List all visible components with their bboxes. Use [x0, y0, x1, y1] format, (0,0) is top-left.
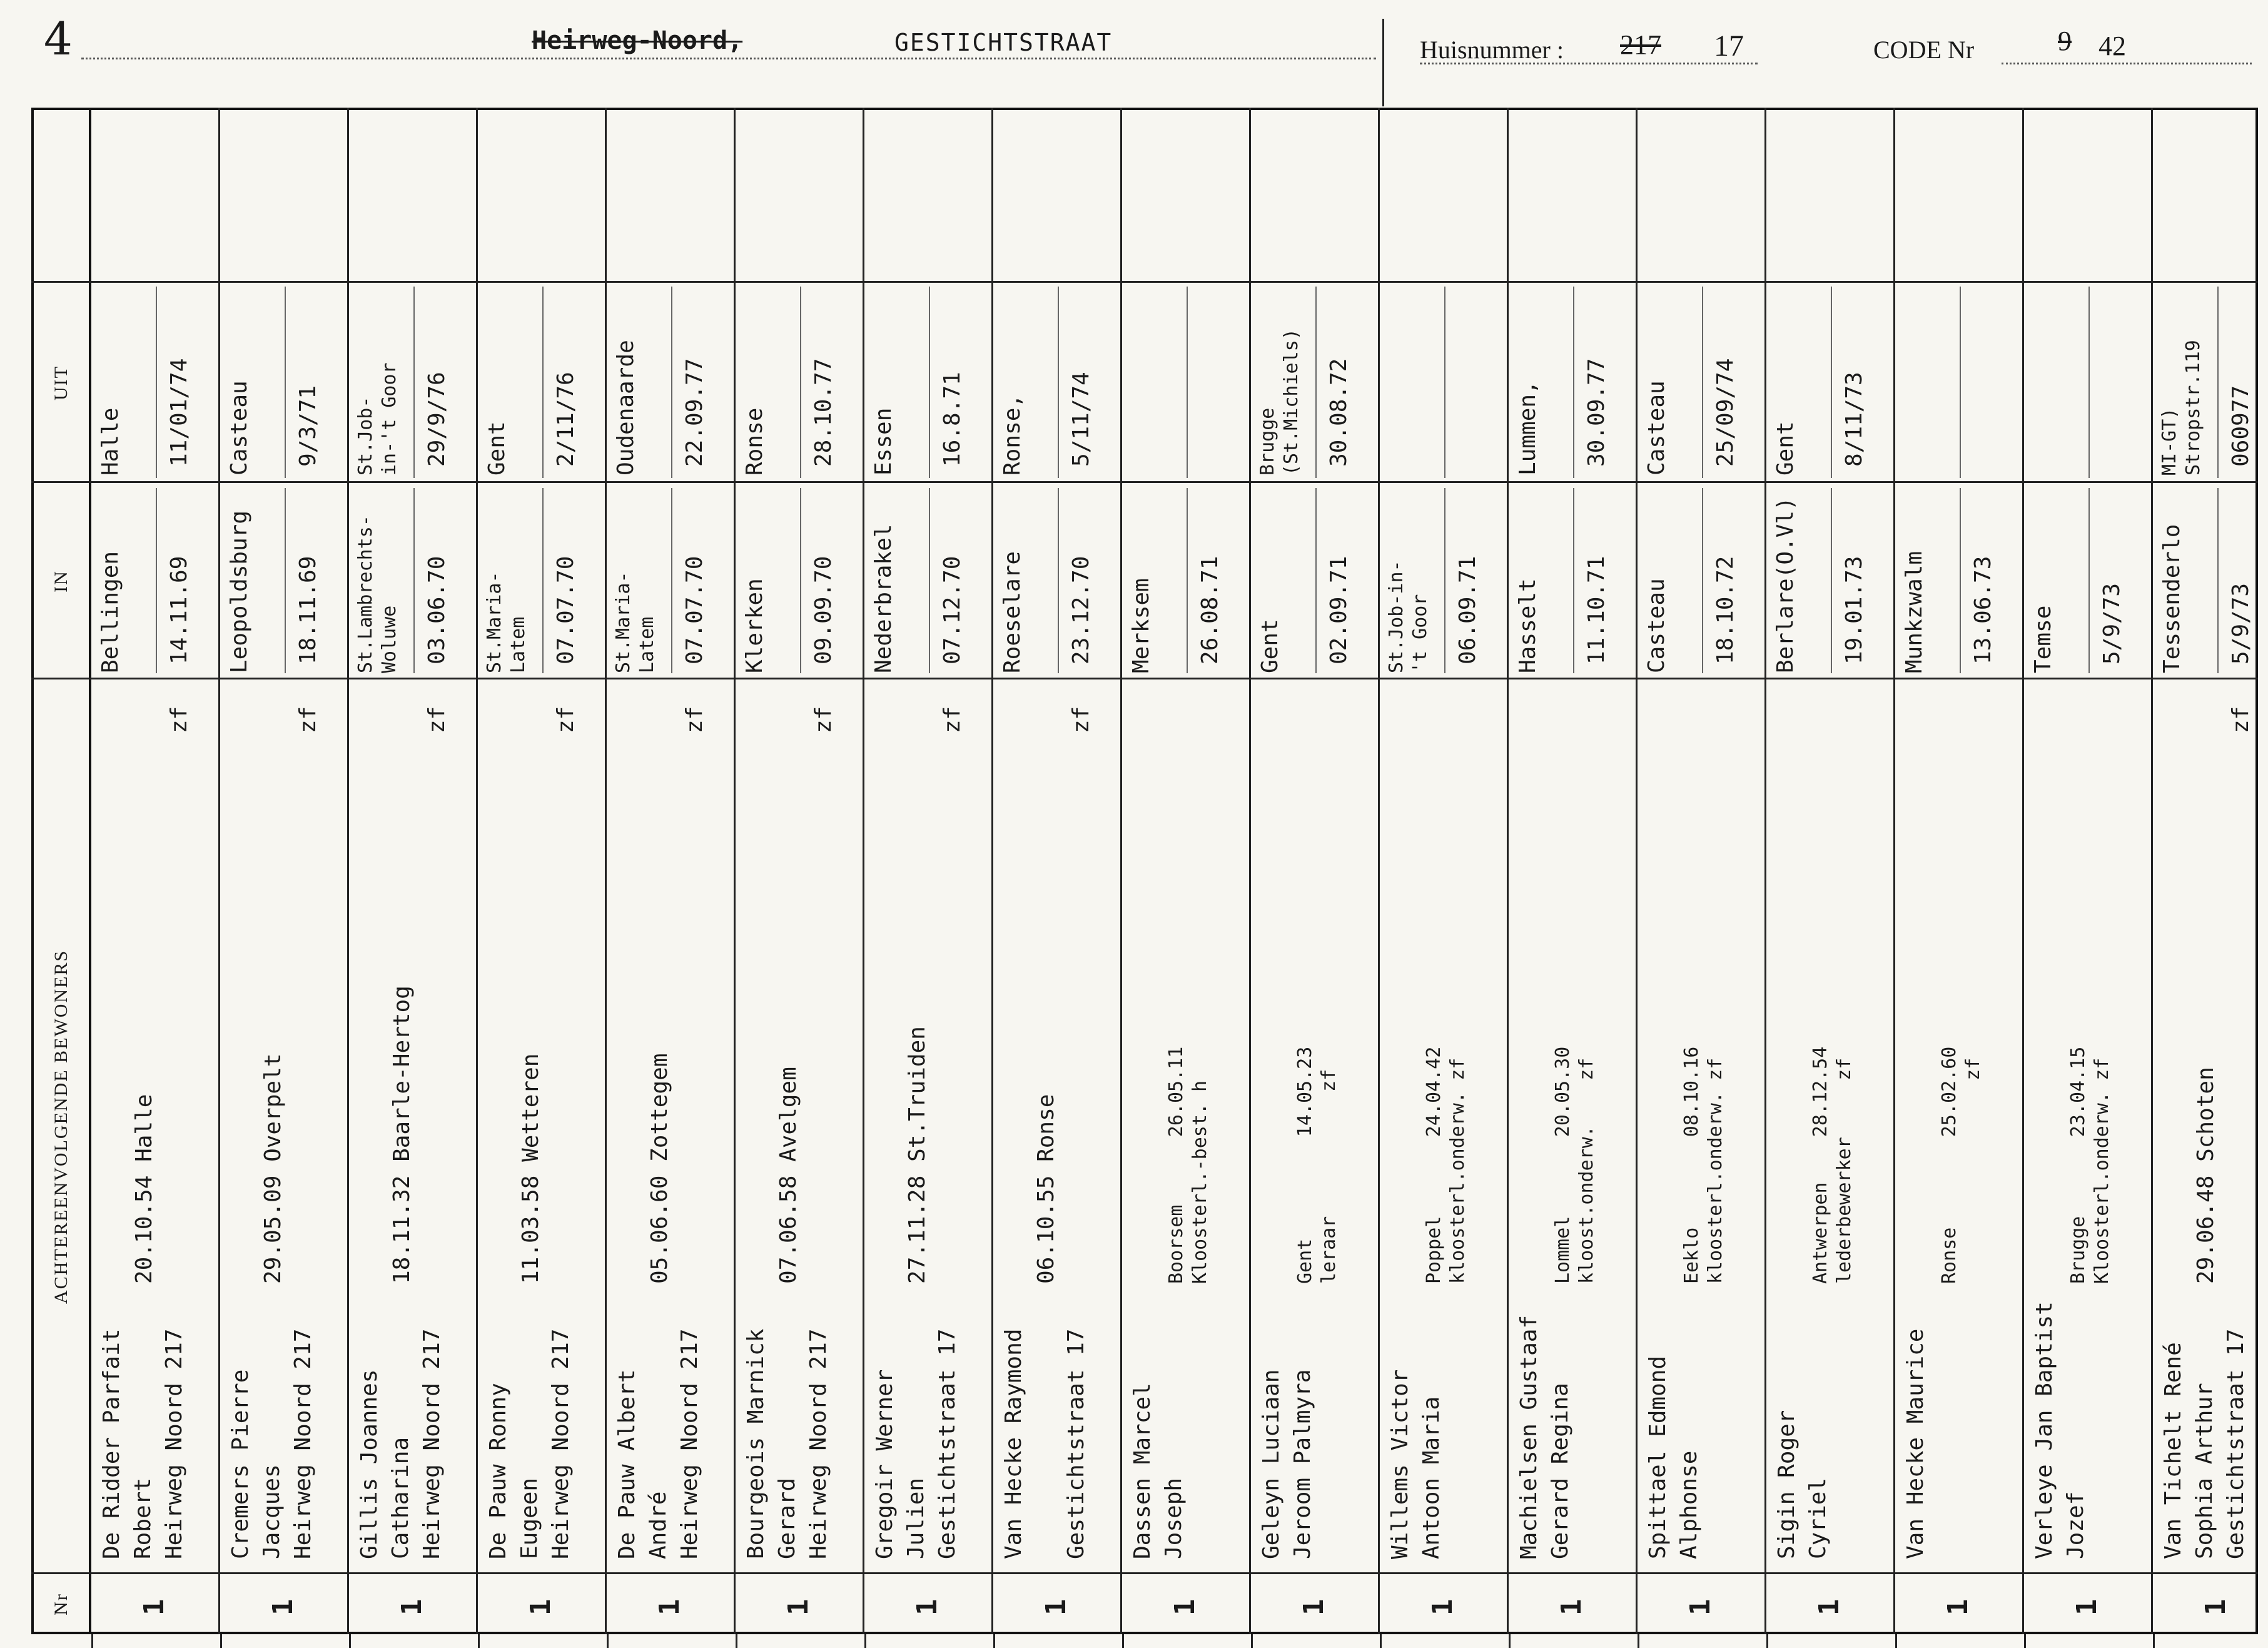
resident-name-line: Gillis Joannes [357, 1369, 382, 1559]
resident-name-line: Alphonse [1676, 1450, 1702, 1559]
out-place: Lummen, [1515, 380, 1541, 476]
in-date: 09.09.70 [811, 556, 836, 664]
in-split [542, 488, 544, 673]
out-date: 2/11/76 [553, 372, 579, 467]
birth-info: Boorsem 26.05.11 Kloosterl.-best. h [1165, 1046, 1211, 1284]
in-split [1058, 488, 1059, 673]
resident-name-line: Verleye Jan Baptist [2032, 1301, 2057, 1559]
bottom-tick [607, 1634, 609, 1648]
out-place: Halle [98, 407, 123, 476]
in-split [1444, 488, 1445, 673]
resident-name-line: Dassen Marcel [1130, 1383, 1155, 1559]
code-label: CODE Nr [1873, 36, 1975, 64]
birth-info: 05.06.60 Zottegem [647, 1053, 672, 1284]
out-date: 28.10.77 [811, 358, 836, 467]
in-split [929, 488, 930, 673]
status-tag: zf [939, 706, 965, 733]
status-tag: zf [295, 706, 321, 733]
in-place: Hasselt [1515, 578, 1541, 673]
sheet-header [0, 0, 2268, 106]
in-place: St.Lambrechts- Woluwe [355, 515, 400, 673]
page-number: 4 [44, 13, 73, 65]
out-date: 5/11/74 [1068, 372, 1094, 467]
in-place: Roeselare [1000, 551, 1025, 673]
bottom-tick [1380, 1634, 1382, 1648]
in-date: 06.09.71 [1455, 556, 1481, 664]
resident-name-line: De Ridder Parfait [99, 1328, 124, 1559]
row-number: 1 [1040, 1599, 1072, 1615]
resident-name-line: Bourgeois Marnick [743, 1328, 769, 1559]
status-tag: zf [682, 706, 707, 733]
resident-name-line: Catharina [388, 1437, 413, 1559]
birth-info: 06.10.55 Ronse [1033, 1094, 1059, 1284]
row-number: 1 [1942, 1599, 1974, 1615]
in-place: St.Job-in- 't Goor [1385, 560, 1431, 673]
out-split [671, 287, 672, 478]
resident-name-line: Gestichtstraat 17 [934, 1328, 960, 1559]
in-place: Casteau [1644, 578, 1669, 673]
out-split [285, 287, 286, 478]
row-number: 1 [1427, 1599, 1459, 1615]
bottom-tick [91, 1634, 93, 1648]
resident-name-line: Van Hecke Raymond [1001, 1328, 1026, 1559]
bottom-tick [864, 1634, 866, 1648]
out-split [929, 287, 930, 478]
in-date: 19.01.73 [1841, 556, 1867, 664]
row-number: 1 [1169, 1599, 1201, 1615]
out-place: St.Job- in-'t Goor [355, 362, 400, 476]
in-split [1831, 488, 1832, 673]
row-number: 1 [396, 1599, 428, 1615]
resident-name-line: Heirweg Noord 217 [677, 1328, 702, 1559]
house-number-old: 217 [1620, 29, 1661, 60]
in-date: 02.09.71 [1326, 556, 1352, 664]
row-number: 1 [1298, 1599, 1330, 1615]
in-date: 5/9/73 [2099, 582, 2125, 664]
register-table [31, 108, 2258, 1634]
resident-name-line: Jacques [259, 1464, 285, 1559]
resident-name-line: Heirweg Noord 217 [548, 1328, 574, 1559]
house-number: 17 [1714, 29, 1744, 63]
house-number-label: Huisnummer : [1420, 36, 1564, 64]
out-date: 9/3/71 [295, 385, 321, 467]
row-number: 1 [654, 1599, 686, 1615]
birth-info: 18.11.32 Baarle-Hertog [389, 985, 415, 1284]
out-place: Gent [484, 421, 510, 476]
in-date: 23.12.70 [1068, 556, 1094, 664]
in-split [1573, 488, 1574, 673]
bottom-tick [1122, 1634, 1124, 1648]
in-place: Temse [2030, 605, 2056, 673]
in-split [413, 488, 415, 673]
row-number: 1 [267, 1599, 299, 1615]
row-number: 1 [2071, 1599, 2103, 1615]
bottom-tick [1251, 1634, 1253, 1648]
birth-info: Brugge 23.04.15 Kloosterl.onderw. zf [2067, 1046, 2113, 1284]
out-place: MI-GT) Stropstr.119 [2159, 340, 2204, 476]
out-date: 8/11/73 [1841, 372, 1867, 467]
resident-name-line: Jeroom Palmyra [1290, 1369, 1315, 1559]
out-split [1831, 287, 1832, 478]
resident-name-line: Heirweg Noord 217 [161, 1328, 187, 1559]
birth-info: Ronse 25.02.60 zf [1938, 1046, 1984, 1284]
bottom-tick [2153, 1634, 2155, 1648]
out-date: 30.08.72 [1326, 358, 1352, 467]
in-date: 13.06.73 [1970, 556, 1996, 664]
row-number: 1 [525, 1599, 557, 1615]
out-place: Brugge (St.Michiels) [1257, 328, 1302, 476]
in-place: Bellingen [98, 551, 123, 673]
in-date: 5/9/73 [2228, 582, 2254, 664]
resident-name-line: Sigin Roger [1774, 1410, 1800, 1559]
house-number-dotted-line [1420, 63, 1758, 64]
in-split [1315, 488, 1317, 673]
out-place: Casteau [1644, 380, 1669, 476]
birth-info: 20.10.54 Halle [131, 1094, 157, 1284]
out-date: 060977 [2228, 385, 2254, 467]
out-place: Ronse, [1000, 394, 1025, 476]
status-tag: zf [553, 706, 579, 733]
out-place: Casteau [226, 380, 252, 476]
out-date: 16.8.71 [939, 372, 965, 467]
in-split [2088, 488, 2090, 673]
row-number: 1 [1813, 1599, 1845, 1615]
in-date: 07.12.70 [939, 556, 965, 664]
resident-name-line: Van Hecke Maurice [1903, 1328, 1928, 1559]
resident-name-line: Heirweg Noord 217 [419, 1328, 445, 1559]
code-old: 9 [2058, 26, 2072, 56]
status-tag: zf [1068, 706, 1094, 733]
bottom-tick [993, 1634, 995, 1648]
row-number: 1 [1556, 1599, 1587, 1615]
bottom-tick [220, 1634, 222, 1648]
in-place: Gent [1257, 619, 1283, 673]
out-split [1960, 287, 1961, 478]
header-nr: Nr [51, 1593, 71, 1615]
birth-info: 29.05.09 Overpelt [260, 1053, 286, 1284]
birth-info: 07.06.58 Avelgem [776, 1067, 801, 1284]
header-residents: ACHTEREENVOLGENDE BEWONERS [51, 949, 71, 1305]
in-date: 11.10.71 [1584, 556, 1609, 664]
row-number: 1 [138, 1599, 170, 1615]
in-split [1702, 488, 1703, 673]
birth-info: Lommel 20.05.30 kloost.onderw. zf [1552, 1046, 1597, 1284]
resident-name-line: De Pauw Ronny [485, 1383, 511, 1559]
birth-info: Eeklo 08.10.16 kloosterl.onderw. zf [1681, 1046, 1726, 1284]
in-split [285, 488, 286, 673]
row-number: 1 [2200, 1599, 2232, 1615]
in-split [1960, 488, 1961, 673]
out-split [1315, 287, 1317, 478]
in-place: St.Maria- Latem [612, 571, 658, 673]
out-date: 25/09/74 [1713, 358, 1738, 467]
resident-name-line: Willems Victor [1387, 1369, 1413, 1559]
out-date: 22.09.77 [682, 358, 707, 467]
in-place: St.Maria- Latem [483, 571, 529, 673]
out-date: 11/01/74 [166, 358, 192, 467]
in-place: Munkzwalm [1901, 551, 1927, 673]
out-date: 30.09.77 [1584, 358, 1609, 467]
birth-info: Gent 14.05.23 leraar zf [1294, 1046, 1340, 1284]
bottom-tick [1895, 1634, 1897, 1648]
resident-name-line: André [645, 1491, 671, 1559]
in-date: 14.11.69 [166, 556, 192, 664]
out-date: 29/9/76 [424, 372, 450, 467]
resident-name-line: Jozef [2063, 1491, 2088, 1559]
resident-name-line: De Pauw Albert [614, 1369, 640, 1559]
resident-name-line: Eugeen [517, 1477, 542, 1559]
status-tag: zf [166, 706, 192, 733]
row-number: 1 [782, 1599, 814, 1615]
header-out: UIT [51, 365, 71, 400]
resident-name-line: Julien [903, 1477, 929, 1559]
resident-name-line: Cremers Pierre [228, 1369, 253, 1559]
in-date: 07.07.70 [553, 556, 579, 664]
in-split [671, 488, 672, 673]
status-tag: zf [2228, 706, 2254, 733]
in-place: Klerken [742, 578, 767, 673]
header-in: IN [51, 570, 71, 593]
birth-info: 27.11.28 St.Truiden [904, 1026, 930, 1284]
bottom-tick [478, 1634, 480, 1648]
code-dotted-line [2002, 63, 2252, 64]
code-number: 42 [2098, 31, 2126, 61]
out-split [1573, 287, 1574, 478]
in-split [2217, 488, 2219, 673]
birth-info: 11.03.58 Wetteren [518, 1053, 544, 1284]
out-split [1058, 287, 1059, 478]
bottom-tick [1509, 1634, 1511, 1648]
resident-name-line: Gestichtstraat 17 [2223, 1328, 2249, 1559]
in-place: Tessenderlo [2159, 524, 2185, 673]
bottom-tick [1766, 1634, 1768, 1648]
resident-name-line: Sophia Arthur [2192, 1383, 2217, 1559]
resident-name-line: Gerard [774, 1477, 800, 1559]
in-date: 03.06.70 [424, 556, 450, 664]
out-place: Essen [871, 407, 896, 476]
resident-name-line: Antoon Maria [1419, 1396, 1444, 1559]
out-place: Gent [1773, 421, 1798, 476]
out-split [1702, 287, 1703, 478]
resident-name-line: Van Tichelt René [2160, 1342, 2186, 1559]
bottom-tick [2024, 1634, 2026, 1648]
out-split [413, 287, 415, 478]
in-date: 18.11.69 [295, 556, 321, 664]
in-date: 07.07.70 [682, 556, 707, 664]
out-split [542, 287, 544, 478]
resident-name-line: Cyriel [1805, 1477, 1831, 1559]
birth-info: 29.06.48 Schoten [2193, 1067, 2219, 1284]
resident-name-line: Gerard Regina [1547, 1383, 1573, 1559]
resident-name-line: Geleyn Luciaan [1258, 1369, 1284, 1559]
resident-name-line: Robert [130, 1477, 156, 1559]
register-table-inner [31, 108, 2258, 1634]
in-place: Leopoldsburg [226, 510, 252, 673]
in-date: 26.08.71 [1197, 556, 1223, 664]
in-split [1187, 488, 1188, 673]
out-split [2217, 287, 2219, 478]
in-split [156, 488, 157, 673]
bottom-ticks [31, 1634, 2258, 1648]
out-split [1444, 287, 1445, 478]
resident-name-line: Gestichtstraat 17 [1063, 1328, 1089, 1559]
bottom-tick [349, 1634, 351, 1648]
header-divider [1382, 19, 1384, 106]
resident-name-line: Heirweg Noord 217 [806, 1328, 831, 1559]
row-number: 1 [911, 1599, 943, 1615]
out-split [2088, 287, 2090, 478]
resident-name-line: Gregoir Werner [872, 1369, 898, 1559]
out-split [156, 287, 157, 478]
out-place: Ronse [742, 407, 767, 476]
birth-info: Antwerpen 28.12.54 lederbewerker zf [1810, 1046, 1855, 1284]
row-number: 1 [1684, 1599, 1716, 1615]
birth-info: Poppel 24.04.42 kloosterl.onderw. zf [1423, 1046, 1469, 1284]
in-split [800, 488, 801, 673]
bottom-tick [1638, 1634, 1639, 1648]
header-dotted-line [81, 58, 1376, 59]
out-split [1187, 287, 1188, 478]
in-place: Nederbrakel [871, 524, 896, 673]
out-place: Oudenaarde [613, 340, 639, 476]
status-tag: zf [811, 706, 836, 733]
resident-name-line: Joseph [1161, 1477, 1187, 1559]
out-split [800, 287, 801, 478]
in-place: Berlare(O.Vl) [1773, 497, 1798, 673]
table-header-row [31, 108, 91, 1634]
in-date: 18.10.72 [1713, 556, 1738, 664]
bottom-tick [736, 1634, 737, 1648]
resident-name-line: Heirweg Noord 217 [290, 1328, 316, 1559]
in-place: Merksem [1128, 578, 1154, 673]
street-name: GESTICHTSTRAAT [894, 29, 1113, 56]
resident-name-line: Machielsen Gustaaf [1516, 1315, 1542, 1559]
status-tag: zf [424, 706, 450, 733]
resident-name-line: Spittael Edmond [1645, 1355, 1671, 1559]
street-old: Heirweg-Noord, [532, 26, 743, 55]
